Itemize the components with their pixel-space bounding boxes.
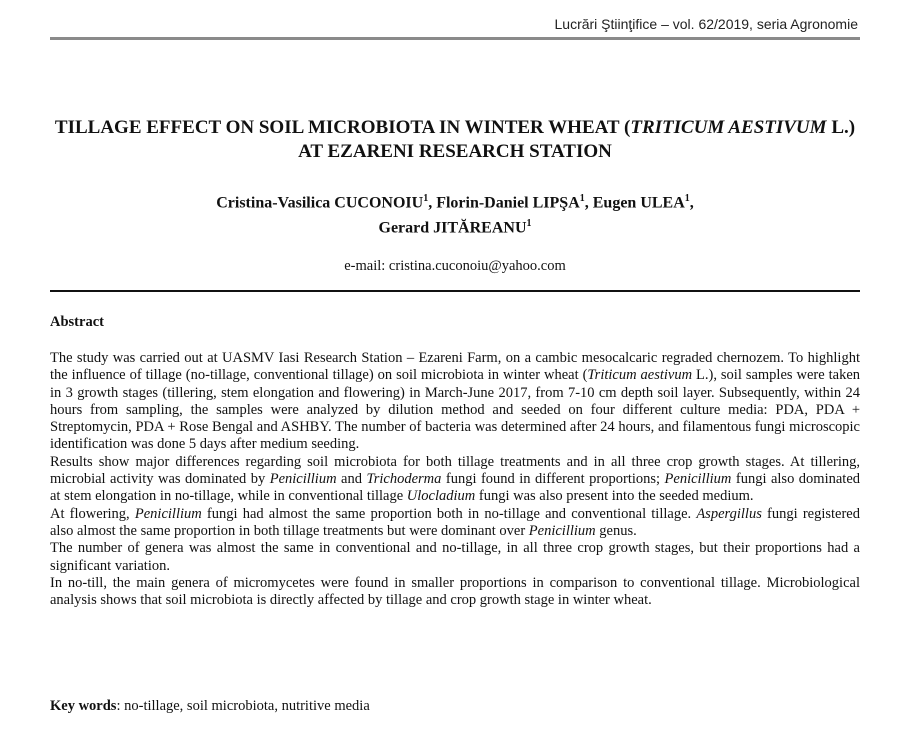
section-rule <box>50 290 860 292</box>
author-name: Gerard JITĂREANU <box>378 219 527 237</box>
text-run: fungi found in different proportions; <box>441 471 665 488</box>
abstract-body <box>50 350 860 609</box>
abstract-paragraph <box>50 350 860 454</box>
header-rule <box>50 37 860 40</box>
keywords-text: : no-tillage, soil microbiota, nutritive media <box>116 698 370 714</box>
abstract-paragraph: The number of genera was almost the same in conventional and no-tillage, in all three crop growth stages, but their proportions had a significant variation. <box>50 540 860 574</box>
italic-run: Aspergillus <box>696 505 762 522</box>
italic-run: Triticum aestivum <box>587 367 693 384</box>
abstract-heading: Abstract <box>50 314 104 330</box>
italic-run: Penicillium <box>269 471 337 488</box>
title-italic: TRITICUM AESTIVUM <box>630 117 827 138</box>
italic-run: Trichoderma <box>366 471 442 488</box>
text-run: L.), soil samples were taken in 3 growth stages (tillering, stem elongation and flowering) in March-June 2017, from 7-10 cm depth soil layer. Subsequently, within 24 hours from sampling, the samples were analyzed by dilution method and seeded on four different culture media: PDA, PDA + Streptomycin, PDA + Rose Bengal and ASHBY. The number of bacteria was determined after 24 hours, and filamentous fungi microscopic identification was done 5 days after medium seeding. <box>50 367 861 453</box>
italic-run: Penicillium <box>664 471 732 488</box>
author-name: Cristina-Vasilica CUCONOIU <box>216 194 424 212</box>
text-run: fungi also dominated at stem elongation in no-tillage, while in conventional tillage <box>50 471 861 505</box>
abstract-paragraph <box>50 506 860 541</box>
keywords-label: Key words <box>50 698 117 714</box>
title-part1: TILLAGE EFFECT ON SOIL MICROBIOTA IN WINTER WHEAT ( <box>54 117 631 138</box>
author-affiliation: 1 <box>423 193 429 204</box>
text-run: The study was carried out at UASMV Iasi Research Station – Ezareni Farm, on a cambic mesocalcaric regraded chernozem. To highlight the influence of tillage (no-tillage, conventional tillage) on soil microbiota in winter wheat ( <box>50 350 860 384</box>
author-name: Eugen ULEA <box>592 194 685 212</box>
italic-run: Penicillium <box>528 522 596 539</box>
running-head: Lucrări Ştiinţifice – vol. 62/2019, seria Agronomie <box>554 16 858 32</box>
text-run: At flowering, <box>50 505 135 522</box>
italic-run: Penicillium <box>134 505 202 522</box>
author-list: Cristina-Vasilica CUCONOIU$^1$, Florin-Daniel LIPŞA$^1$, Eugen ULEA$^1$, Gerard JITĂREANU$^1$ <box>216 193 694 237</box>
keywords <box>50 698 370 715</box>
author-affiliation: 1 <box>684 193 690 204</box>
abstract-paragraph <box>50 454 860 506</box>
author-email: e-mail: cristina.cuconoiu@yahoo.com <box>344 258 566 274</box>
text-run: fungi was also present into the seeded medium. <box>475 488 754 505</box>
text-run: Results show major differences regarding soil microbiota for both tillage treatments and in all three crop growth stages. At tillering, microbial activity was dominated by <box>50 453 860 488</box>
author-affiliation: 1 <box>526 218 532 230</box>
text-run: fungi registered also almost the same proportion in both tillage treatments but were dominant over <box>50 505 860 539</box>
author-name: Florin-Daniel LIPŞA <box>436 194 580 212</box>
author-affiliation: 1 <box>579 193 585 204</box>
italic-run: Ulocladium <box>406 488 476 505</box>
title-part2: L.) AT EZARENI RESEARCH STATION <box>298 117 856 162</box>
text-run: genus. <box>595 522 637 539</box>
paper-title <box>50 116 860 164</box>
text-run: and <box>336 471 367 488</box>
abstract-paragraph: In no-till, the main genera of micromycetes were found in smaller proportions in comparison to conventional tillage. Microbiological analysis shows that soil microbiota is directly affected by tillage and crop growth stage in winter wheat. <box>50 574 860 609</box>
text-run: fungi had almost the same proportion both in no-tillage and conventional tillage. <box>201 505 697 522</box>
